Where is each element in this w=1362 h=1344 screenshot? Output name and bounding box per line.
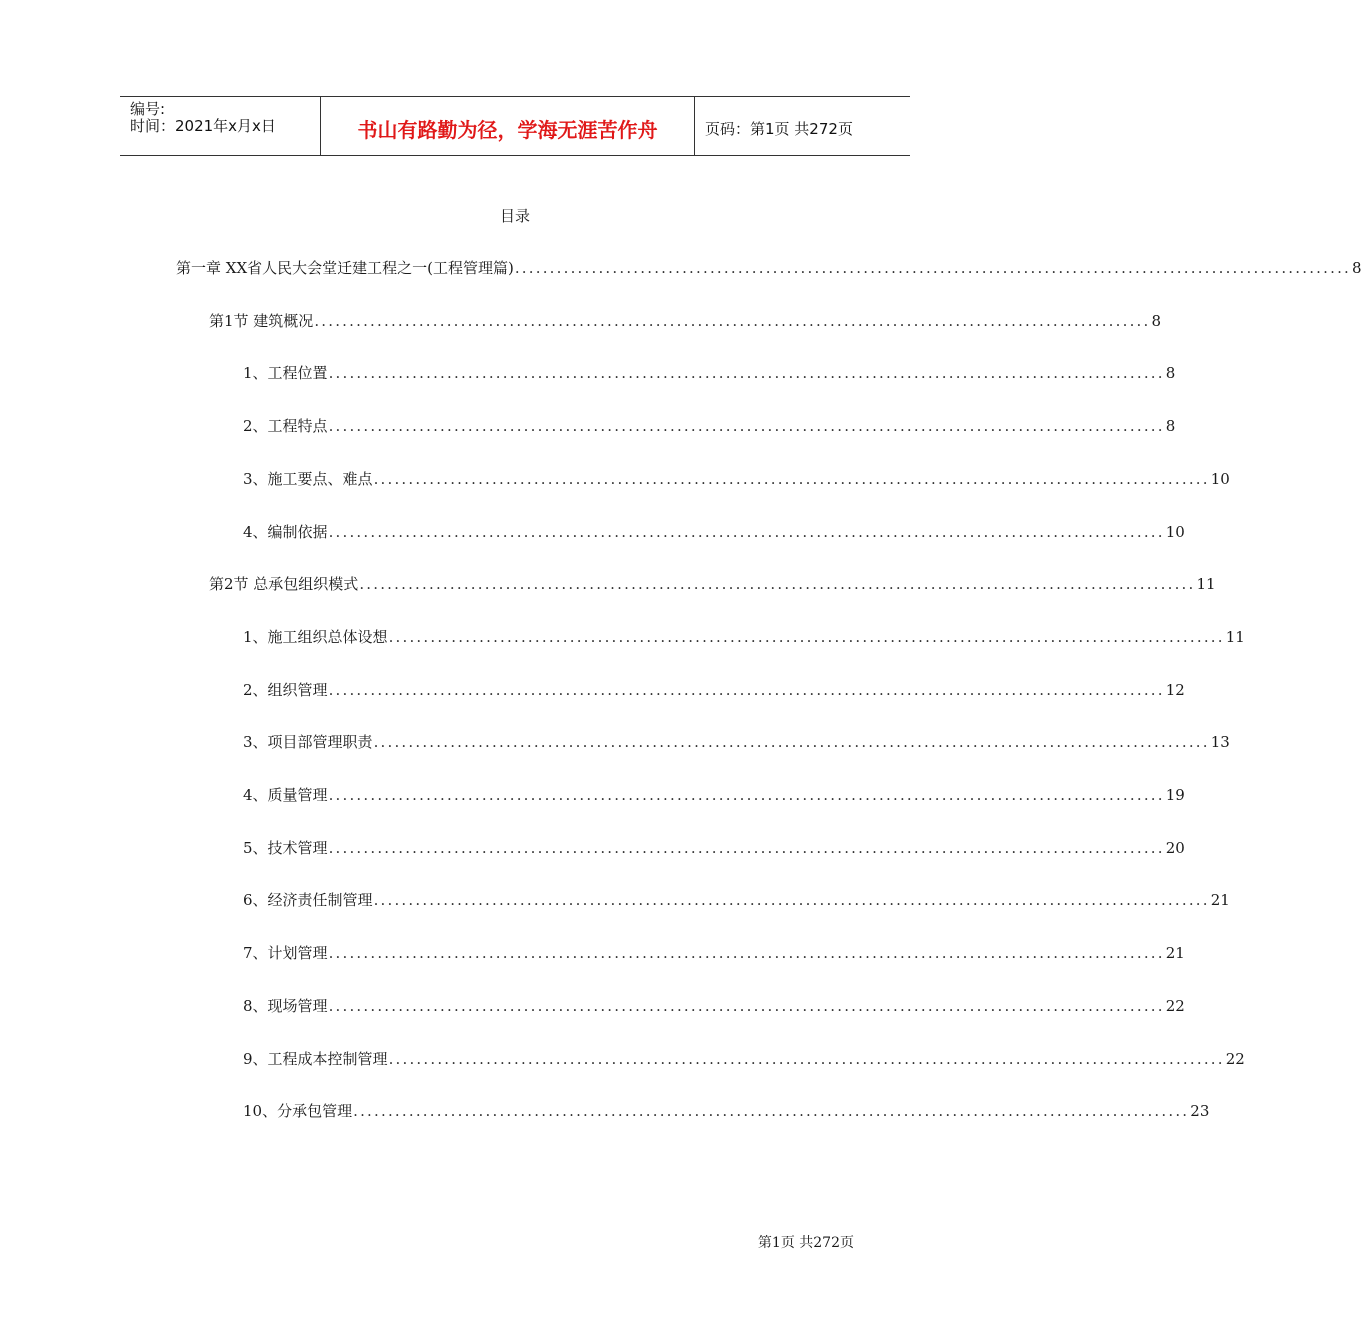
document-time-label: 时间：2021年x月x日 [130,117,276,135]
toc-entry[interactable] [243,996,1185,1016]
toc-entry-number: 2、 [243,680,268,699]
toc-dot-leader: ........................................................................................................................ [328,838,1165,857]
toc-entry-page: 23 [1190,1102,1210,1121]
toc-entry-label: 工程位置 [267,364,328,383]
toc-entry-label: 第2节 总承包组织模式 [209,575,359,594]
toc-entry[interactable] [243,1101,1210,1121]
toc-entry-page: 10 [1165,522,1185,541]
toc-entry-number: 4、 [243,786,268,804]
toc-dot-leader: ........................................................................................................................ [373,733,1210,752]
toc-entry[interactable] [243,416,1176,436]
toc-entry-number: 7、 [243,944,268,963]
toc-dot-leader: ........................................................................................................................ [373,469,1210,488]
toc-dot-leader: ........................................................................................................................ [314,311,1151,330]
toc-dot-leader: ........................................................................................................................ [353,1102,1190,1121]
toc-entry-page: 11 [1225,627,1245,646]
toc-entry-label: 工程成本控制管理 [267,1049,388,1068]
toc-entry-label: 经济责任制管理 [267,891,373,910]
toc-entry-number: 2、 [243,417,268,436]
toc-entry[interactable] [243,890,1230,910]
toc-dot-leader: ........................................................................................................................ [328,522,1165,541]
footer-page-label: 第1页 共272页 [757,1235,854,1251]
document-number-label: 编号: [130,100,166,118]
toc-entry[interactable] [243,363,1176,383]
toc-entry-label: 编制依据 [267,522,328,541]
toc-entry-number: 4、 [243,522,268,541]
document-header [120,96,910,156]
header-page-cell [695,97,910,155]
toc-entry-page: 8 [1352,259,1362,277]
toc-entry-number: 3、 [243,733,268,752]
toc-entry-page: 13 [1210,733,1230,752]
toc-entry-number: 1、 [243,627,268,646]
toc-entry-label: 分承包管理 [277,1102,353,1121]
toc-dot-leader: ........................................................................................................................ [328,417,1165,436]
toc-entry-number: 6、 [243,891,268,910]
toc-dot-leader: ........................................................................................................................ [328,996,1165,1015]
toc-dot-leader: ........................................................................................................................ [328,786,1165,804]
toc-entry-label: 质量管理 [267,786,328,804]
toc-entry[interactable] [209,311,1162,331]
toc-entry[interactable] [243,732,1230,752]
toc-entry-number: 9、 [243,1049,268,1068]
toc-entry-page: 11 [1196,575,1216,594]
toc-entry-page: 21 [1165,944,1185,963]
toc-entry-number: 8、 [243,996,268,1015]
toc-dot-leader: ........................................................................................................................ [388,1049,1225,1068]
toc-dot-leader: ........................................................................................................................ [514,259,1352,277]
toc-entry[interactable] [243,838,1185,858]
toc-entry-page: 10 [1210,469,1230,488]
toc-entry-label: 计划管理 [267,944,328,963]
toc-entry[interactable] [243,1049,1245,1069]
toc-entry-label: 施工组织总体设想 [267,627,388,646]
header-motto-cell [321,97,695,155]
toc-entry-label: 技术管理 [267,838,328,857]
toc-entry[interactable] [243,943,1185,963]
toc-entry-label: 工程特点 [267,417,328,436]
toc-dot-leader: ........................................................................................................................ [388,627,1225,646]
toc-entry[interactable] [243,469,1230,489]
toc-entry[interactable] [243,785,1185,805]
toc-entry-page: 8 [1165,417,1176,436]
header-motto: 书山有路勤为径，学海无涯苦作舟 [357,118,658,142]
toc-entry[interactable] [243,680,1185,700]
toc-entry-page: 19 [1165,786,1185,804]
toc-entry-page: 20 [1165,838,1185,857]
toc-title: 目录 [499,207,530,225]
toc-entry-number: 10、 [243,1102,278,1121]
toc-entry-label: 现场管理 [267,996,328,1015]
header-page-label: 页码：第1页 共272页 [705,120,853,138]
toc-entry-page: 12 [1165,680,1185,699]
toc-dot-leader: ........................................................................................................................ [373,891,1210,910]
toc-entry[interactable] [209,574,1216,594]
toc-entry-page: 22 [1225,1049,1245,1068]
toc-entry-number: 1、 [243,364,268,383]
toc-entry-page: 21 [1210,891,1230,910]
toc-dot-leader: ........................................................................................................................ [328,364,1165,383]
toc-entry-label: 施工要点、难点 [267,469,373,488]
toc-entry[interactable] [243,522,1185,542]
toc-dot-leader: ........................................................................................................................ [328,680,1165,699]
toc-entry[interactable] [243,627,1245,647]
toc-entry-label: 第一章 XX省人民大会堂迁建工程之一(工程管理篇) [176,259,514,277]
toc-entry-label: 组织管理 [267,680,328,699]
toc-entry-label: 第1节 建筑概况 [209,311,314,330]
toc-entry-number: 3、 [243,469,268,488]
toc-dot-leader: ........................................................................................................................ [328,944,1165,963]
toc-entry-number: 5、 [243,838,268,857]
toc-entry-label: 项目部管理职责 [267,733,373,752]
toc-entry-page: 8 [1165,364,1176,383]
toc-dot-leader: ........................................................................................................................ [359,575,1196,594]
toc-entry-page: 8 [1151,311,1162,330]
toc-entry[interactable] [176,258,1362,278]
toc-entry-page: 22 [1165,996,1185,1015]
header-info-cell [120,97,321,155]
